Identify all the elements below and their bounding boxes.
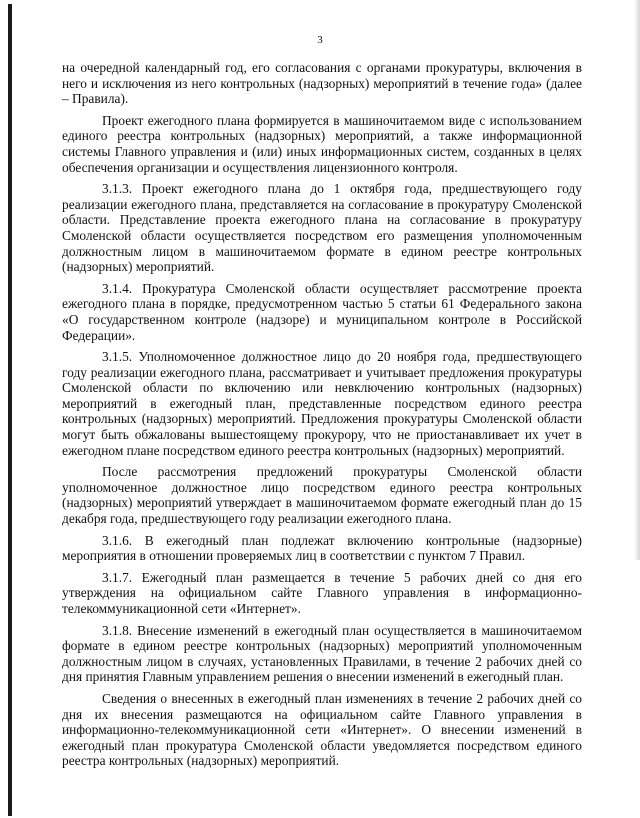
paragraph-3-1-3: 3.1.3. Проект ежегодного плана до 1 октября года, предшествующего году реализации ежегодного плана, представляется на согласование в прокуратуру Смоленской области. Представление проекта ежегодного плана на согласование в прокуратуру Смоленской области осуществляется посредством его размещения уполномоченным должностным лицом в машиночитаемом формате в едином реестре контрольных (надзорных) мероприятий. [62,181,582,275]
paragraph-plan-formation: Проект ежегодного плана формируется в машиночитаемом виде с использованием единого реестра контрольных (надзорных) мероприятий, а также информационной системы Главного управления и (или) иных информационных систем, созданных в целях обеспечения организации и осуществления лицензионного контроля. [62,112,582,175]
paragraph-changes-info: Сведения о внесенных в ежегодный план изменениях в течение 2 рабочих дней со дня их внесения размещаются на официальном сайте Главного управления в информационно-телекоммуникационной сети «Интернет». О внесении изменений в ежегодный план прокуратура Смоленской области уведомляется посредством единого реестра контрольных (надзорных) мероприятий. [62,690,582,769]
scan-edge-right [634,0,640,560]
paragraph-3-1-6: 3.1.6. В ежегодный план подлежат включению контрольные (надзорные) мероприятия в отношении проверяемых лиц в соответствии с пунктом 7 Правил. [62,532,582,564]
paragraph-after-review: После рассмотрения предложений прокуратуры Смоленской области уполномоченное должностное лицо посредством единого реестра контрольных (надзорных) мероприятий утверждает в машиночитаемом формате ежегодный план до 15 декабря года, предшествующего году реализации ежегодного плана. [62,464,582,527]
paragraph-3-1-5: 3.1.5. Уполномоченное должностное лицо до 20 ноября года, предшествующего году реализации ежегодного плана, рассматривает и учитывает предложения прокуратуры Смоленской области по включению или невключению контрольных (надзорных) мероприятий в ежегодный план, представленные посредством единого реестра контрольных (надзорных) мероприятий. Предложения прокуратуры Смоленской области могут быть обжалованы вышестоящему прокурору, что не приостанавливает их учет в ежегодном плане посредством единого реестра контрольных (надзорных) мероприятий. [62,349,582,458]
page-number: 3 [317,34,323,46]
paragraph-3-1-7: 3.1.7. Ежегодный план размещается в течение 5 рабочих дней со дня его утверждения на официальном сайте Главного управления в информационно-телекоммуникационной сети «Интернет». [62,569,582,616]
paragraph-continuation: на очередной календарный год, его согласования с органами прокуратуры, включения в него и исключения из него контрольных (надзорных) мероприятий в течение года» (далее – Правила). [62,60,582,107]
paragraph-3-1-8: 3.1.8. Внесение изменений в ежегодный план осуществляется в машиночитаемом формате в едином реестре контрольных (надзорных) мероприятий уполномоченным должностным лицом в случаях, установленных Правилами, в течение 2 рабочих дней со дня принятия Главным управлением решения о внесении изменений в ежегодный план. [62,622,582,685]
paragraph-3-1-4: 3.1.4. Прокуратура Смоленской области осуществляет рассмотрение проекта ежегодного плана в порядке, предусмотренном частью 5 статьи 61 Федерального закона «О государственном контроле (надзоре) и муниципальном контроле в Российской Федерации». [62,280,582,343]
document-body [62,60,582,769]
scan-edge-left [8,4,12,816]
